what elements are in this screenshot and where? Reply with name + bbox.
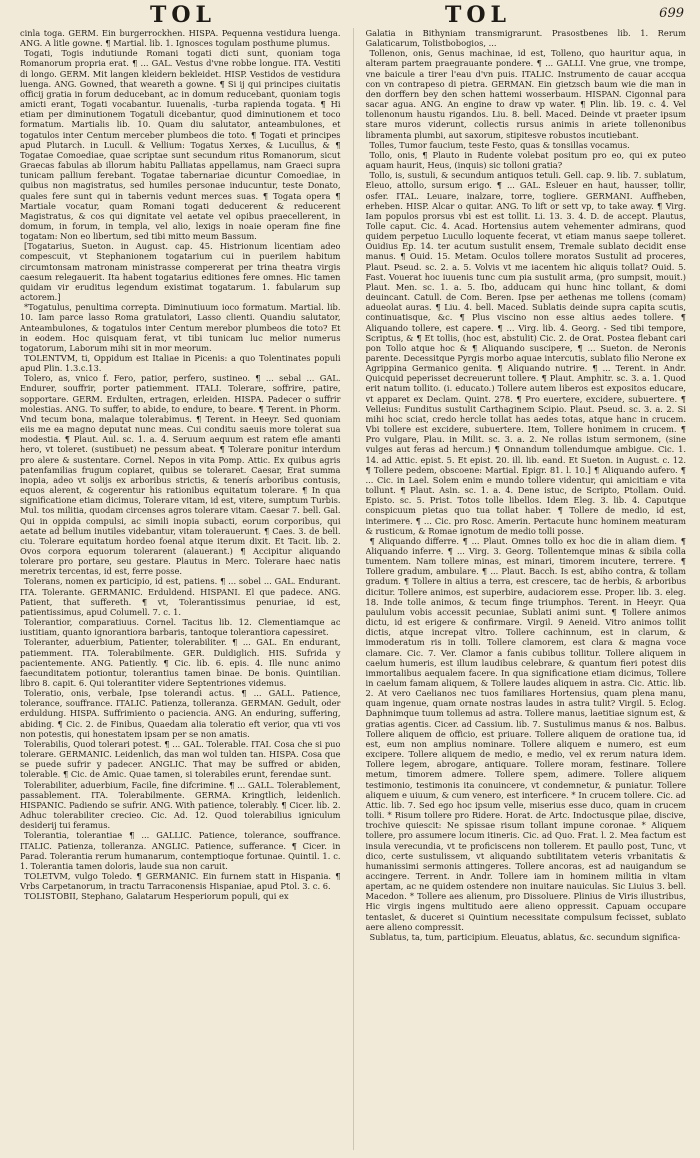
dictionary-entry: [Togatarius, Sueton. in August. cap. 45. Histrionum licentiam adeo compescuit, vt Stephanionem togatarium cui in puerilem habitum circumtonsam matronam ministrasse compererat per trina theatra virgis caesum relegauerit. Ita habent togatarius editiones fere omnes. Hic tamen quidam vir eruditus legendum existimat togatarum. 1. fabularum sup actorem.]	[20, 241, 341, 303]
column-divider	[353, 28, 354, 1150]
dictionary-entry: TOLENTVM, ti, Oppidum est Italiae in Picenis: a quo Tolentinates populi apud Plin. 1.3.c.13.	[20, 353, 341, 374]
dictionary-entry: TOLISTOBII, Stephano, Galatarum Hesperiorum populi, qui ex	[24, 891, 289, 902]
dictionary-entry: Tolles, Tumor faucium, teste Festo, quas & tonsillas vocamus.	[369, 139, 630, 150]
left-column	[20, 28, 341, 1150]
dictionary-entry: *Togatulus, penultima correpta. Diminutiuum ioco formatum. Martial. lib. 10. Iam parce lasso Roma gratulatori, Lasso clienti. Quandiu salutator, Anteambulones, & togatulos inter Centum merebor plumbeos die toto? Et in eodem. Hoc quisquam ferat, vt tibi tunicam luc melior numerus togatorum, Laborum mihi sit in mor meorum.	[20, 302, 341, 353]
dictionary-entry: cinla toga. GERM. Ein burgerrockhen. HISPA. Pequenna vestidura luenga. ANG. A litle gowne. ¶ Martial. lib. 1. Ignosces togulam posthume plumus.	[20, 28, 341, 49]
dictionary-entry: Toleratio, onis, verbale, Ipse tolerandi actus. ¶ ... GALL. Patience, tolerance, souffrance. ITALIC. Patienza, tolleranza. GERMAN. Gedult, oder erduldung. HISPA. Suffrimiento o paciencia. ANG. An enduring, suffering, abiding. ¶ Cic. 2. de Finibus, Quaedam alia toleratio eft verior, qua vti vos non potestis, qui honestatem ipsam per se non amatis.	[20, 688, 341, 739]
dictionary-entry: ¶ Aliquando differre. ¶ ... Plaut. Omnes tollo ex hoc die in aliam diem. ¶ Aliquando inferre. ¶ ... Virg. 3. Georg. Tollentemque minas & sibila colla tumentem. Nam tollere minas, est minari, timorem incutere, terrere. ¶ Tollere gradum, ambulare. ¶ ... Plaut. Bacch. Is est, abiho contra, & tollam gradum. ¶ Tollere in altius a terra, est crescere, tac de herbis, & arboribus dicitur. Tollere animos, est superbire, audaciorem esse. Proper. lib. 3. eleg. 18. Inde tolle animos, & tecum finge triumphos. Terent. in Heeyr. Qua paululum vobis accessit pecuniae, Sublati animi sunt. ¶ Tollere animos dictu, id est erigere & confirmare. Virgil. 9 Aeneid. Vitro animos tollit dictis, atque increpat vltro. Tollere cachinnum, est in clarum, & immoderatum ris in tolli. Tollere clamorem, est clara & magna voce clamare. Cic. 7. Ver. Clamor a fanis cubibus tollitur. Tollere aliquem in caelum humeris, est illum laudibus celebrare, & quantum fieri potest diis immortalibus aequalem facere. In qua significatione etiam dicimus, Tollere in caelum famam aliquem, & Tollere laudes aliquem in astra. Cic. Attic. lib. 2. At vero Caelianos nec tuos familiares Hortensius, quam plena manu, quam ingenue, quam ornate nostras laudes in astra tulit? Virgil. 5. Eclog. Daphnimque tuum tollemus ad astra. Tollere manus, laetitiae signum est, & gratias agentis. Cicer. ad Cassium. lib. 7. Sustulimus manus & nos. Balbus. Tollere aliquem de officio, est priuare. Tollere aliquem de oratione tua, id est, eum non amplius nominare. Tollere aliquem e numero, est eum excipere. Tollere aliquem de medio, e medio, vel ex rerum natura idem. Tollere legem, abrogare, antiquare. Tollere moram, festinare. Tollere metum, timorem admere. Tollere spem, adimere. Tollere aliquem testimonio, testimonis ita conuincere, vt condemnetur, & puniatur. Tollere aliquem e uiuum, & cum venero, est interficere. * In crucem tollere. Cic. ad Attic. lib. 7. Sed ego hoc ipsum velle, miserius esse duco, quam in crucem tolli. * Risum tollere pro Ridere. Horat. de Artc. Indoctusque pilae, discive, trochive quiescit: Ne spissae risum tollant impune coronae. * Aliquem tollere, pro assumere locum itineris. Cic. ad Quo. Frat. l. 2. Mea factum est insula verecundia, vt te proficiscens non tollerem. Et paullo post, Tunc, vt dico, certe sustulissem, vt aliquando subtilitatem veteris vrbanitatis & humanissimi sermonis attingeres. Tollere ancoras, est ad nauigandum se accingere. Terrent. in Andr. Tollere iam in hominem militia in vltam apertam, ac ne quidem ostendere non inuitare nauiculas. Sic Liuius 3. bell. Macedon. * Tollere aes alienum, pro Dissoluere. Plinius de Viris illustribus, Hic virgis ingens multitudo aere alieno oppressit. Capuam occupare tentaslet, & duceret si Quintium necessitate compulsum fecisset, sublato aere alieno compressit.	[365, 535, 686, 932]
dictionary-entry: Sublatus, ta, tum, participium. Eleuatus, ablatus, &c. secundum significa-	[369, 931, 681, 942]
dictionary-entry: Tolerabilis, Quod tolerari potest. ¶ ... GAL. Tolerable. ITAI. Cosa che si puo tolerare. GERMANIC. Leidenlich, das man wol tulden tan. HISPA. Cosa que se puede sufrir y padecer. ANGLIC. That may be suffred or abiden, tolerable. ¶ Cic. de Amic. Quae tamen, si tolerabiles erunt, ferendae sunt.	[20, 738, 341, 780]
running-head	[0, 2, 700, 28]
dictionary-entry: Tollenon, onis, Genus machinae, id est, Tolleno, quo hauritur aqua, in alteram partem praegrauante pondere. ¶ ... GALLI. Vne grue, vne trompe, vne baicule a tirer l'eau d'vn puis. ITALIC. Instrumento de cauar accqua con vn contrapeso di pietra. GERMAN. Ein gietzsch baum wie die man in den dorffern bey den schen hattemi wosserbaum. HISPAN. Cigonnal para sacar agua. ANG. An engine to draw vp water. ¶ Plin. lib. 19. c. 4. Vel tollenonum haustu rigandos. Liu. 8. bell. Maced. Deinde vt praeter ipsum stare muros viderunt, collectis rursus animis in ariete tollenonibus libramenta plumbi, aut saxorum, stipitesve robustos incutiebant.	[365, 48, 686, 140]
two-column-body	[20, 28, 686, 1150]
dictionary-entry: Toleranter, aduerbium, Patienter, tolerabiliter. ¶ ... GAL. En endurant, patiemment. ITA. Tolerabilmente. GER. Duldiglich. HIS. Sufrida y pacientemente. ANG. Patiently. ¶ Cic. lib. 6. epis. 4. Ille nunc animo faecunditatem potiontur, tolerantius tamen binae. De bonis. Quintilian. libro 8. capit. 6. Qui tolerantiter videre Septentriones videmus.	[20, 637, 341, 688]
dictionary-entry: Tolerantior, comparatiuus. Cornel. Tacitus lib. 12. Clementiamque ac iustitiam, quanto ignorantiora barbaris, tantoque tolerantiora capessiret.	[20, 617, 341, 638]
right-column	[366, 28, 687, 1150]
dictionary-entry: Tolero, as, vnico f. Fero, patior, perfero, sustineo. ¶ ... sebal ... GAL. Endurer, souffrir, porter patiemment. ITALI. Tolerare, soffrire, patire, sopportare. GERM. Erdulten, ertragen, erleiden. HISPA. Padecer o suffrir molestias. ANG. To suffer, to abide, to endure, to beare. ¶ Terent. in Phorm. Vnd tecum bona, malaque tolerabimus. ¶ Terent. in Heeyr. Sed quoniam eiis me ea magno deputat nunc meas. Cui conditu saeuis more tolerat sua modestia. ¶ Plaut. Aul. sc. 1. a. 4. Seruum aequum est ratem efle amanti hero, vt toleret. (sustibuet) ne pessum abeat. ¶ Tolerare ponitur interdum pro alere & sustentare. Cornel. Nepos in vita Pomp. Attic. Ex quibus agris patenfamilias frugum copiaret, quibus se toleraret. Caesar, Erat summa inopia, adeo vt solijs ex arboribus strictis, & tenerís arboribus contusis, equos alerent, & cogerentur his rationibus equitatum tolerare. ¶ In qua significatione etiam dicimus, Tolerare vitam, id est, vitere, sumptum Turbis. Mul. tos militia, quodam circenses agros tolerare vitam. Caesar 7. bell. Gal. Qui in oppida compulsi, ac simili inopia subacti, eorum corporibus, qui aetate ad bellum inutiles videbantur, vitam tolerauerunt. ¶ Caes. 3. de bell. ciu. Tolerare equitatum hordeo foenal atque iterum dixit. Et Tacit. lib. 2. Ovos corpora equorum tolerarent (alauerant.) ¶ Accipitur aliquando tolerare pro portare, seu gestare. Plautus in Merc. Tolerare haec natis meretrix tercentas, id est, ferre posse.	[20, 373, 341, 577]
running-head-left: TOL	[150, 2, 217, 28]
dictionary-entry: TOLETVM, vulgo Toledo. ¶ GERMANIC. Ein furnem statt in Hispania. ¶ Vrbs Carpetanorum, in tractu Tarraconensis Hispaniae, apud Ptol. 3. c. 6.	[20, 870, 341, 892]
dictionary-entry: Tollo, onis, ¶ Plauto in Rudente volebat positum pro eo, qui ex puteo aquam haurit, Heus, (inquis) sic tolloni gratia?	[365, 149, 686, 171]
page-number: 699	[659, 6, 684, 21]
running-head-right: TOL	[445, 2, 512, 28]
dictionary-entry: Galatia in Bithyniam transmigrarunt. Prasostbenes lib. 1. Rerum Galaticarum, Tolistbobogios, ...	[365, 28, 686, 49]
dictionary-entry: Tollo, is, sustuli, & secundum antiquos tetuli. Gell. cap. 9. lib. 7. sublatum, Eleuo, attollo, sursum erigo. ¶ ... GAL. Esleuer en haut, hausser, tollir, osfer. ITAL. Leuare, inalzare, torre, togliere. GERMANI. Auffheben, erheben. HISP. Alcar o quitar. ANG. To lift or sett vp, to take away. ¶ Virg. Iam populos prorsus vbi est est tollit. Li. 13. 3. 4. D. de accept. Plautus, Tolle caput. Cic. 4. Acad. Hortensius autem vehementer admirans, quod quidem perpetuo Lucullo loquente fecerat, vt etiam manus saepe tolleret. Ouidius Ep. 14. ter acutum sustulit ensem, Tremale sublato decidit ense manus. ¶ Ouid. 15. Metam. Oculos tollere moratos Sustulit ad proceres, Plaut. Pseud. sc. 2. a. 5. Volvis vt me iacentem hic aliquis tollat? Ouid. 5. Fast. Vouerat hoc iuuenis tunc cum pia sustulit arma, (pro sumpsit, mouit.) Plaut. Men. sc. 1. a. 5. Ibo, adducam qui hunc hinc tollant, & domi deuincant. Catull. de Com. Beren. Ipse per aethenas me tollens (comam) adueolat auras. ¶ Liu. 4. bell. Maced. Sublatis deinde supra capita scutis, continuatisque, &c. ¶ Plus viscino non esse altius aedes tollere. ¶ Aliquando tollere, est capere. ¶ ... Virg. lib. 4. Georg. - Sed tibi tempore, Scriptus, & ¶ Et tollis, (hoc est, abstulit) Cic. 2. de Orat. Postea flebant cari pon Tollo atque hoc & ¶ Aliquando suscipere, ¶ ... Sueton. de Neronis parente. Decessitque Pyrgis morbo aquae intercutis, sublato filio Nerone ex Agrippina Germanico genita. ¶ Aliquando nutrire. ¶ ... Terent. in Andr. Quicquid peperisset decreuerunt tollere. ¶ Plaut. Amphitr. sc. 3. a. 1. Quod erit natum tollito. (i. educato.) Tollere autem liberos est expositos educare, vt apparet ex Declam. Quint. 278. ¶ Pro euertere, excidere, subuertere. ¶ Velleius: Funditus sustulit Carthaginem Scipio. Plaut. Pseud. sc. 3. a. 2. Si mihi hoc sciat, credo hercle tollat has aedes totas, atque hanc in crucem. Vbi tollere est excidere, subuertere. Item, Tollere honimem in crucem. ¶ Pro vulgare, Plau. in Milit. sc. 3. a. 2. Ne rollas istum sermonem, (sine vulges aut feras ad hercum.) ¶ Onnandum tollendumque ambigue. Cic. 1. 14. ad Attic. epist. 5. Et epist. 20. ill. lib. eand. Et Sueton. in August. c. 12. ¶ Tollere pedem, obscoene: Martial. Epigr. 81. l. 10.] ¶ Aliquando aufero. ¶ ... Cic. in Lael. Solem enim e mundo tollere videntur, qui amicitiam e vita tollunt. ¶ Plaut. Asin. sc. 1. a. 4. Dene istuc, de Scripto, Ptollam. Ouid. Episto. sc. 5. Prist. Totos tolle libellos. Idem Eleg. 3. lib. 4. Caputque conspicuum pietas quo tua tollat haber. ¶ Tollere de medio, id est, interimere. ¶ ... Cic. pro Rosc. Amerin. Pertacute hunc hominem meaturam & rusticum, & Romae ignotum de medio tolli posse.	[365, 170, 686, 536]
dictionary-entry: Tolerantia, tolerantiae ¶ ... GALLIC. Patience, tolerance, souffrance. ITALIC. Patienza, tolleranza. ANGLIC. Patience, sufferance. ¶ Cicer. in Parad. Tolerantia rerum humanarum, contemptioque fortunae. Quintil. 1. c. 1. Tolerantia tamen doloris, laude sua non caruit.	[20, 830, 341, 871]
dictionary-entry: Tolerans, nomen ex participio, id est, patiens. ¶ ... sobel ... GAL. Endurant. ITA. Tolerante. GERMANIC. Erduldend. HISPANI. El que padece. ANG. Patient, that suffereth. ¶ vt, Tolerantissimus penuriae, id est, patientissimus, apud Columell. 7. c. 1.	[20, 576, 341, 617]
dictionary-entry: Togati, Togis indutiunde Romani togati dicti sunt, quoniam toga Romanorum propria erat. ¶ ... GAL. Vestus d'vne robbe longue. ITA. Vestiti di longo. GERM. Mit langen kleidern bekleidet. HISP. Vestidos de vestidura luenga. ANG. Gowned, that weareth a gowne. ¶ Si ij qui principes ciuitatis officij gratia in forum deducebant, ac in domum reducebant, quoniam togis amicti erant, Togati vocabantur. Iuuenalis, -turba rapienda togata. ¶ Hi etiam per diminutionem Togatuli dicebantur, quod diminutionem et toco formatum. Martialis lib. 10. Quam diu salutator, anteambulones, et togatulos inter Centum merceber plumbeos die toto. ¶ Togati et principes apud Plutarch. in Lucull. & Vellium: Togatus Xerxes, & Lucullus, & ¶ Togatae Comoediae, quae scriptae sunt secundum ritus Romanorum, sicut Graecas fabulas ab illorum habitu Palliatas appellamus, nam Graeci supra tunicam pallium ferebant. Togatae tabernariae dicuntur Comoediae, in quibus non magistratus, sed humiles personae inducuntur, teste Donato, quales fere sunt qui in tabernis vedunt merces suas. ¶ Togata opera ¶ Martiale vocatur, quam Romani togati deducerent & reducerent Magistratus, & cos qui dignitate vel aetate vel opibus praecellerent, in domum, in forum, in templa, vel alio, lexigs in noaie operam fine fine togatam: Non eo libertum, sed tibi mitto meum Bassum.	[20, 48, 341, 242]
dictionary-entry: Tolerabiliter, aduerbium, Facile, fine difcrimine. ¶ ... GALL. Tolerablement, passablement. ITA. Tolerabilmente. GERMA. Kringtlich, leidenlich. HISPANIC. Padiendo se sufrir. ANG. With patience, tolerably. ¶ Cicer. lib. 2. Adhuc tolerabiliter crecieo. Cic. Ad. 12. Quod tolerabilius igniculum desiderij tui feramus.	[20, 779, 341, 831]
